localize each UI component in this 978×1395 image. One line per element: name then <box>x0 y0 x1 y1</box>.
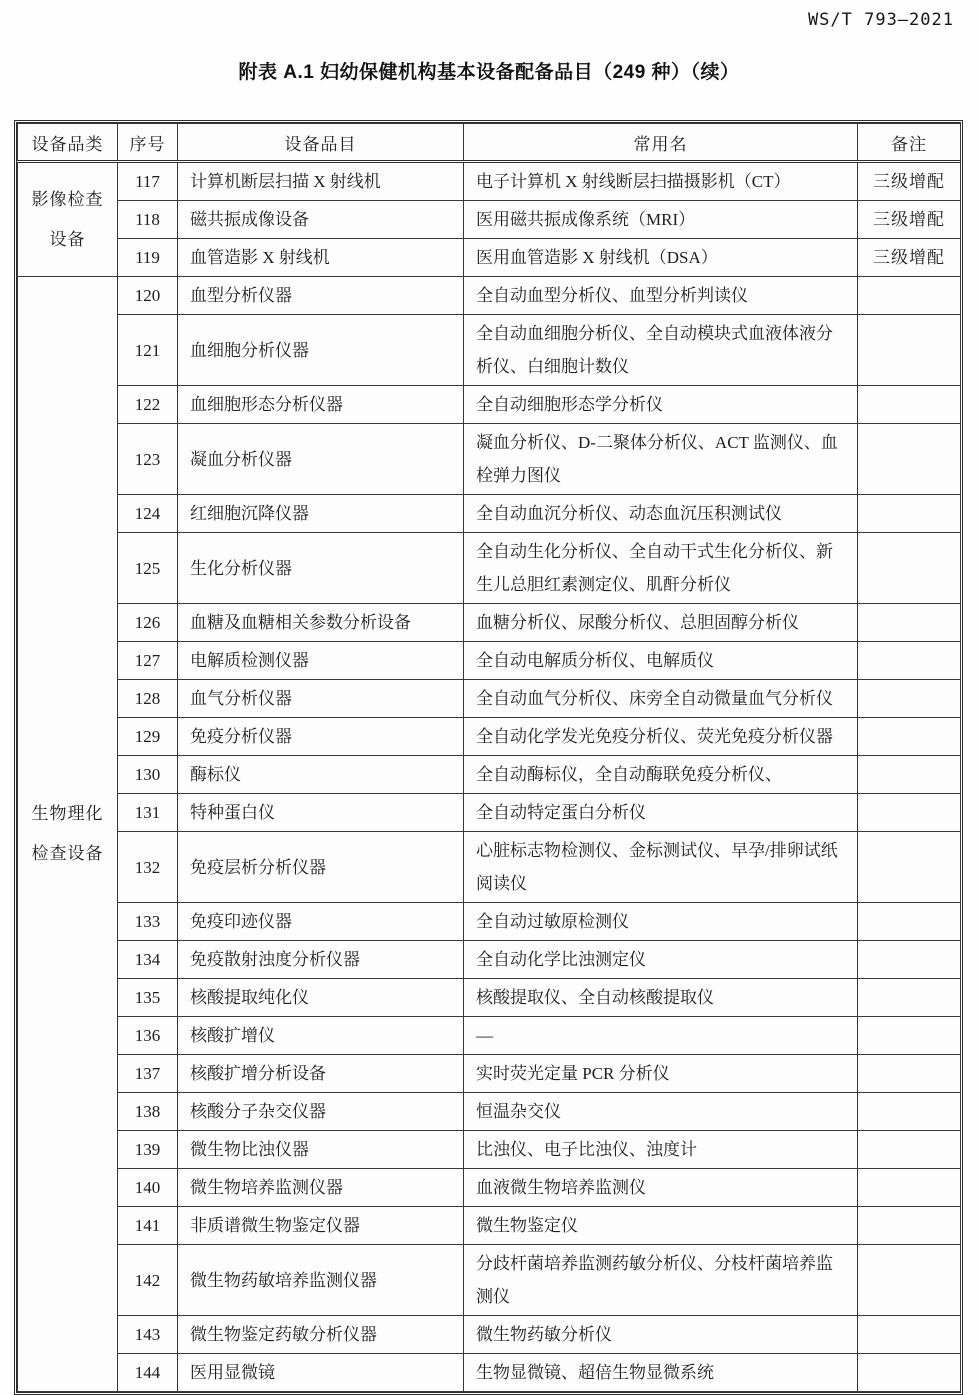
serial-number-cell: 127 <box>118 642 178 680</box>
serial-number-cell: 137 <box>118 1055 178 1093</box>
common-name-cell: 医用血管造影 X 射线机（DSA） <box>464 239 858 277</box>
common-name-cell: 全自动细胞形态学分析仪 <box>464 386 858 424</box>
remark-cell: 三级增配 <box>858 239 961 277</box>
common-name-cell: 微生物鉴定仪 <box>464 1207 858 1245</box>
equipment-item-cell: 计算机断层扫描 X 射线机 <box>178 162 464 201</box>
category-name-line: 影像检查 <box>31 189 104 209</box>
table-row <box>18 1055 961 1093</box>
table-row <box>18 1131 961 1169</box>
category-cell-1 <box>18 162 118 277</box>
table-row <box>18 1245 961 1316</box>
common-name-cell: 全自动生化分析仪、全自动干式生化分析仪、新生儿总胆红素测定仪、肌酐分析仪 <box>464 533 858 604</box>
table-row <box>18 201 961 239</box>
header-common-name: 常用名 <box>464 124 858 162</box>
remark-cell <box>858 533 961 604</box>
serial-number-cell: 139 <box>118 1131 178 1169</box>
common-name-cell: 全自动过敏原检测仪 <box>464 903 858 941</box>
equipment-item-cell: 医用显微镜 <box>178 1354 464 1392</box>
common-name-cell: 全自动血沉分析仪、动态血沉压积测试仪 <box>464 495 858 533</box>
common-name-cell: 全自动化学发光免疫分析仪、荧光免疫分析仪器 <box>464 718 858 756</box>
common-name-cell: 电子计算机 X 射线断层扫描摄影机（CT） <box>464 162 858 201</box>
common-name-cell: — <box>464 1017 858 1055</box>
equipment-item-cell: 血型分析仪器 <box>178 277 464 315</box>
common-name-cell: 心脏标志物检测仪、金标测试仪、早孕/排卵试纸阅读仪 <box>464 832 858 903</box>
equipment-item-cell: 免疫印迹仪器 <box>178 903 464 941</box>
serial-number-cell: 132 <box>118 832 178 903</box>
remark-cell <box>858 386 961 424</box>
common-name-cell: 核酸提取仪、全自动核酸提取仪 <box>464 979 858 1017</box>
remark-cell <box>858 1316 961 1354</box>
equipment-item-cell: 微生物鉴定药敏分析仪器 <box>178 1316 464 1354</box>
common-name-cell: 医用磁共振成像系统（MRI） <box>464 201 858 239</box>
remark-cell <box>858 1207 961 1245</box>
serial-number-cell: 118 <box>118 201 178 239</box>
table-body <box>18 162 961 1392</box>
common-name-cell: 微生物药敏分析仪 <box>464 1316 858 1354</box>
standard-number: WS/T 793—2021 <box>807 10 954 30</box>
equipment-item-cell: 核酸提取纯化仪 <box>178 979 464 1017</box>
equipment-item-cell: 微生物培养监测仪器 <box>178 1169 464 1207</box>
common-name-cell: 分歧杆菌培养监测药敏分析仪、分枝杆菌培养监测仪 <box>464 1245 858 1316</box>
serial-number-cell: 135 <box>118 979 178 1017</box>
common-name-cell: 比浊仪、电子比浊仪、浊度计 <box>464 1131 858 1169</box>
remark-cell <box>858 718 961 756</box>
equipment-item-cell: 血气分析仪器 <box>178 680 464 718</box>
equipment-item-cell: 红细胞沉降仪器 <box>178 495 464 533</box>
common-name-cell: 生物显微镜、超倍生物显微系统 <box>464 1354 858 1392</box>
equipment-item-cell: 核酸扩增仪 <box>178 1017 464 1055</box>
remark-cell <box>858 832 961 903</box>
common-name-cell: 全自动化学比浊测定仪 <box>464 941 858 979</box>
common-name-cell: 实时荧光定量 PCR 分析仪 <box>464 1055 858 1093</box>
table-row <box>18 941 961 979</box>
serial-number-cell: 125 <box>118 533 178 604</box>
common-name-cell: 全自动血气分析仪、床旁全自动微量血气分析仪 <box>464 680 858 718</box>
table-row <box>18 533 961 604</box>
equipment-item-cell: 微生物比浊仪器 <box>178 1131 464 1169</box>
table-row <box>18 1354 961 1392</box>
equipment-item-cell: 血细胞形态分析仪器 <box>178 386 464 424</box>
remark-cell <box>858 277 961 315</box>
serial-number-cell: 131 <box>118 794 178 832</box>
equipment-item-cell: 核酸扩增分析设备 <box>178 1055 464 1093</box>
remark-cell <box>858 1055 961 1093</box>
serial-number-cell: 129 <box>118 718 178 756</box>
serial-number-cell: 134 <box>118 941 178 979</box>
equipment-table <box>17 123 961 1392</box>
equipment-item-cell: 非质谱微生物鉴定仪器 <box>178 1207 464 1245</box>
remark-cell <box>858 315 961 386</box>
remark-cell: 三级增配 <box>858 162 961 201</box>
serial-number-cell: 141 <box>118 1207 178 1245</box>
equipment-item-cell: 磁共振成像设备 <box>178 201 464 239</box>
table-row <box>18 495 961 533</box>
category-name-line: 设备 <box>49 229 86 249</box>
remark-cell <box>858 756 961 794</box>
serial-number-cell: 123 <box>118 424 178 495</box>
serial-number-cell: 120 <box>118 277 178 315</box>
table-row <box>18 604 961 642</box>
table-row <box>18 1017 961 1055</box>
table-row <box>18 680 961 718</box>
equipment-item-cell: 免疫散射浊度分析仪器 <box>178 941 464 979</box>
remark-cell <box>858 1093 961 1131</box>
serial-number-cell: 117 <box>118 162 178 201</box>
remark-cell: 三级增配 <box>858 201 961 239</box>
common-name-cell: 全自动电解质分析仪、电解质仪 <box>464 642 858 680</box>
equipment-item-cell: 生化分析仪器 <box>178 533 464 604</box>
table-row <box>18 277 961 315</box>
table-row <box>18 903 961 941</box>
remark-cell <box>858 979 961 1017</box>
serial-number-cell: 144 <box>118 1354 178 1392</box>
common-name-cell: 全自动血型分析仪、血型分析判读仪 <box>464 277 858 315</box>
remark-cell <box>858 1354 961 1392</box>
table-title: 附表 A.1 妇幼保健机构基本设备配备品目（249 种）（续） <box>238 62 740 83</box>
equipment-item-cell: 核酸分子杂交仪器 <box>178 1093 464 1131</box>
equipment-item-cell: 免疫层析分析仪器 <box>178 832 464 903</box>
remark-cell <box>858 794 961 832</box>
header-equipment-item: 设备品目 <box>178 124 464 162</box>
equipment-item-cell: 免疫分析仪器 <box>178 718 464 756</box>
equipment-item-cell: 电解质检测仪器 <box>178 642 464 680</box>
remark-cell <box>858 495 961 533</box>
table-row <box>18 1093 961 1131</box>
serial-number-cell: 122 <box>118 386 178 424</box>
remark-cell <box>858 941 961 979</box>
table-row <box>18 162 961 201</box>
equipment-item-cell: 血细胞分析仪器 <box>178 315 464 386</box>
category-name-line: 检查设备 <box>31 844 104 863</box>
common-name-cell: 凝血分析仪、D-二聚体分析仪、ACT 监测仪、血栓弹力图仪 <box>464 424 858 495</box>
serial-number-cell: 126 <box>118 604 178 642</box>
header-remark: 备注 <box>858 124 961 162</box>
equipment-item-cell: 血糖及血糖相关参数分析设备 <box>178 604 464 642</box>
common-name-cell: 血液微生物培养监测仪 <box>464 1169 858 1207</box>
serial-number-cell: 143 <box>118 1316 178 1354</box>
table-row <box>18 642 961 680</box>
table-row <box>18 424 961 495</box>
serial-number-cell: 136 <box>118 1017 178 1055</box>
serial-number-cell: 142 <box>118 1245 178 1316</box>
category-cell-2 <box>18 277 118 1392</box>
table-row <box>18 1207 961 1245</box>
serial-number-cell: 138 <box>118 1093 178 1131</box>
equipment-item-cell: 凝血分析仪器 <box>178 424 464 495</box>
table-row <box>18 315 961 386</box>
remark-cell <box>858 680 961 718</box>
equipment-item-cell: 血管造影 X 射线机 <box>178 239 464 277</box>
equipment-item-cell: 特种蛋白仪 <box>178 794 464 832</box>
table-row <box>18 239 961 277</box>
remark-cell <box>858 1131 961 1169</box>
table-row <box>18 794 961 832</box>
table-row <box>18 386 961 424</box>
table-row <box>18 756 961 794</box>
header-category: 设备品类 <box>18 124 118 162</box>
table-row <box>18 1169 961 1207</box>
table-row <box>18 1316 961 1354</box>
serial-number-cell: 128 <box>118 680 178 718</box>
remark-cell <box>858 1245 961 1316</box>
serial-number-cell: 133 <box>118 903 178 941</box>
serial-number-cell: 119 <box>118 239 178 277</box>
table-row <box>18 718 961 756</box>
common-name-cell: 恒温杂交仪 <box>464 1093 858 1131</box>
remark-cell <box>858 1169 961 1207</box>
remark-cell <box>858 642 961 680</box>
table-row <box>18 979 961 1017</box>
remark-cell <box>858 1017 961 1055</box>
serial-number-cell: 130 <box>118 756 178 794</box>
remark-cell <box>858 903 961 941</box>
common-name-cell: 全自动特定蛋白分析仪 <box>464 794 858 832</box>
header-serial-number: 序号 <box>118 124 178 162</box>
serial-number-cell: 140 <box>118 1169 178 1207</box>
common-name-cell: 全自动血细胞分析仪、全自动模块式血液体液分析仪、白细胞计数仪 <box>464 315 858 386</box>
equipment-table-frame <box>14 120 963 1395</box>
category-name-line: 生物理化 <box>31 804 104 823</box>
table-row <box>18 832 961 903</box>
remark-cell <box>858 604 961 642</box>
serial-number-cell: 121 <box>118 315 178 386</box>
common-name-cell: 血糖分析仪、尿酸分析仪、总胆固醇分析仪 <box>464 604 858 642</box>
serial-number-cell: 124 <box>118 495 178 533</box>
equipment-item-cell: 酶标仪 <box>178 756 464 794</box>
equipment-item-cell: 微生物药敏培养监测仪器 <box>178 1245 464 1316</box>
table-header-row <box>18 124 961 162</box>
remark-cell <box>858 424 961 495</box>
common-name-cell: 全自动酶标仪，全自动酶联免疫分析仪、 <box>464 756 858 794</box>
